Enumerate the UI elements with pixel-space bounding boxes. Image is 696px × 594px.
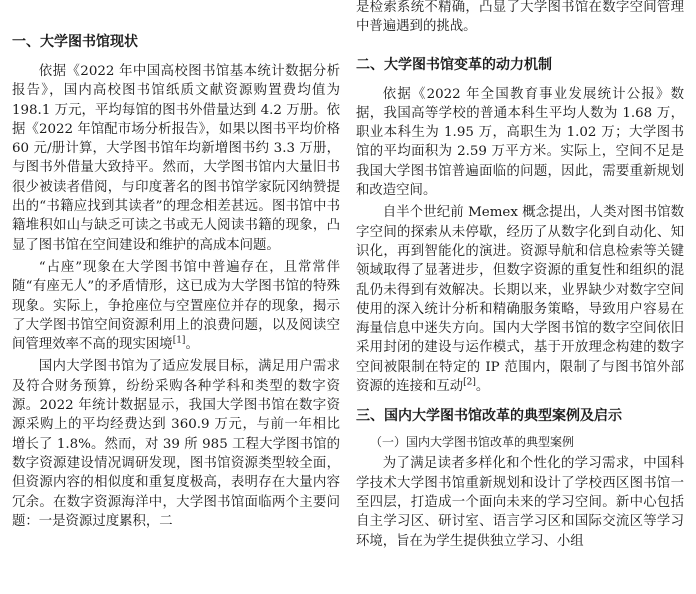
- section-heading-drivers: 二、大学图书馆变革的动力机制: [356, 56, 552, 73]
- paragraph-ustc-case: 为了满足读者多样化和个性化的学习需求，中国科学技术大学图书馆重新规划和设计了学校西区图书馆一至四层，打造成一个面向未来的学习空间。新中心包括自主学习区、研讨室、语言学习区和国际交流区等学习环境，旨在为学生提供独立学习、小组: [356, 456, 684, 549]
- paragraph-education-stats: 依据《2022 年全国教育事业发展统计公报》数据，我国高等学校的普通本科生平均人数为 1.68 万，职业本科生为 1.95 万，高职生为 1.02 万；大学图书馆的平均面积为 2.59 万平方米。实际上，空间不足是我国大学图书馆普遍面临的问题，因此，需要重新规划和改造空间。: [356, 86, 684, 199]
- section-heading-cases: 三、国内大学图书馆改革的典型案例及启示: [356, 408, 622, 425]
- paragraph-seat-occupation: [12, 258, 340, 354]
- paragraph-digital-resources: 国内大学图书馆为了适应发展目标，满足用户需求及符合财务预算，纷纷采购各种学科和类型的数字资源。2022 年统计数据显示，我国大学图书馆在数字资源采购上的平均经费达到 360.9 万元，与前一年相比增长了 1.8%。然而，对 39 所 985 工程大学图书馆的数字资源建设情况调研发现，图书馆资源类型较全面，但资源内容的相似度和重复度极高，表明存在大量内容冗余。在数字资源海洋中，大学图书馆面临两个主要问题：一是资源过度累积，二: [12, 359, 340, 529]
- paragraph-statistics: 依据《2022 年中国高校图书馆基本统计数据分析报告》，国内高校图书馆纸质文献资源购置费均值为 198.1 万元，平均每馆的图书外借量达到 4.2 万册。依据《2022 年馆配市场分析报告》，如果以图书平均价格 60 元/册计算，大学图书馆年均新增图书约 3.3 万册，与图书外借量大致持平。然而，大学图书馆内大量旧书很少被读者借阅，与印度著名的图书馆学家阮冈纳赞提出的“书籍应找到其读者”的理念相差甚远。图书馆中书籍堆积如山与缺乏可读之书或无人阅读书籍的现象，凸显了图书馆在空间建设和维护的高成本问题。: [12, 64, 340, 253]
- left-column: [12, 0, 340, 531]
- paragraph-seat-end: 。: [185, 337, 199, 353]
- paragraph-memex-end: 。: [475, 379, 490, 395]
- citation-ref-2: [2]: [463, 377, 476, 388]
- paragraph-seat-text: “占座”现象在大学图书馆中普遍存在，且常常伴随“有座无人”的矛盾情形，这已成为大学图书馆的特殊现象。实际上，争抢座位与空置座位并存的现象，揭示了大学图书馆空间资源利用上的浪费问题，以及阅读空间管理效率不高的现实困境: [12, 259, 340, 353]
- citation-ref-1: [1]: [172, 335, 186, 346]
- paragraph-memex-text: 自半个世纪前 Memex 概念提出，人类对图书馆数字空间的探索从未停歇，经历了从数字化到自动化、知识化，再到智能化的演进。资源导航和信息检索等关键领域取得了显著进步，但数字资源的重复性和组织的混乱仍未得到有效解决。长期以来，业界缺少对数字空间使用的深入统计分析和精确服务策略，导致用户容易在海量信息中迷失方向。国内大学图书馆的数字空间依旧采用封闭的建设与运作模式，基于开放理念构建的数字空间被限制在特定的 IP 范围内，限制了与图书馆外部资源的连接和互动: [356, 205, 684, 395]
- right-column: [356, 0, 684, 551]
- section-heading-current-status: 一、大学图书馆现状: [12, 34, 138, 50]
- paragraph-memex: [356, 203, 684, 396]
- subsection-heading-cases: （一）国内大学图书馆改革的典型案例: [370, 435, 575, 450]
- paragraph-continuation: 是检索系统不精确，凸显了大学图书馆在数字空间管理中普遍遇到的挑战。: [356, 0, 684, 35]
